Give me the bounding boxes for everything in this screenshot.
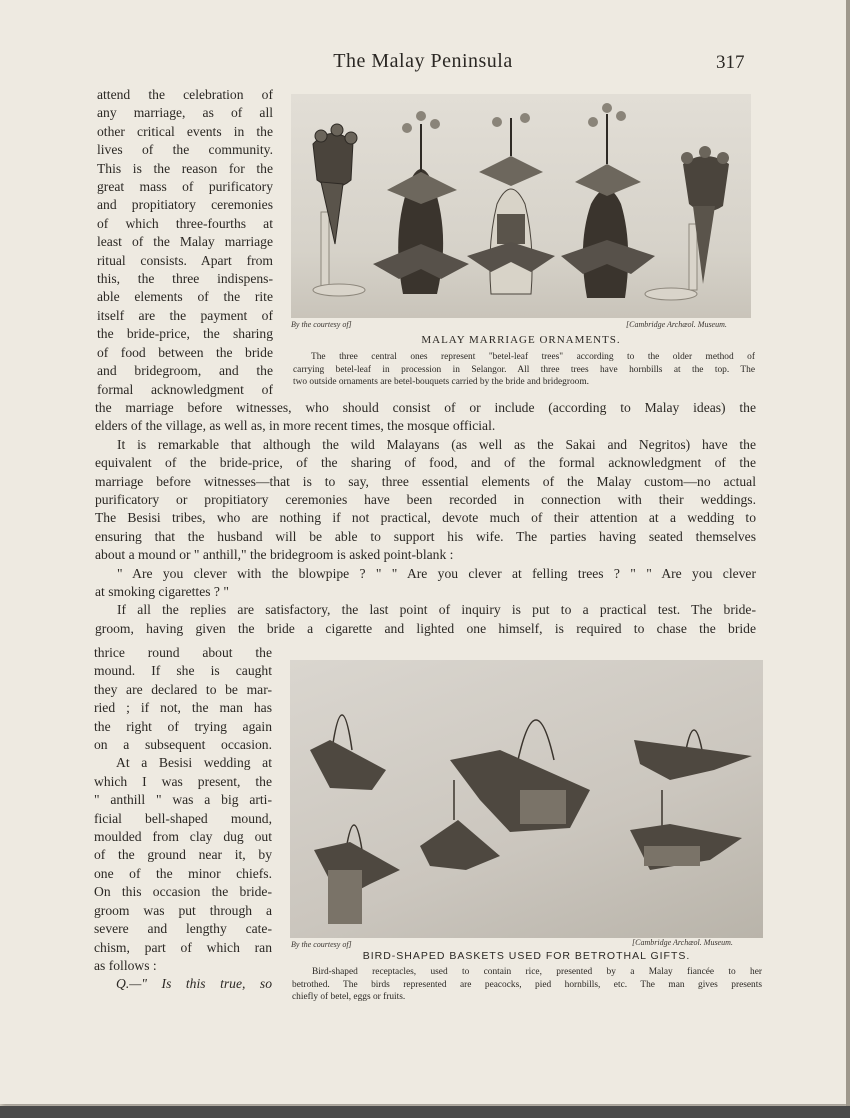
text-line: moulded from clay dug out <box>94 829 272 845</box>
text-line: formal acknowledgment of <box>97 381 273 397</box>
text-line: and propitiatory ceremonies <box>97 197 273 213</box>
left-column-bottom-text <box>94 644 272 994</box>
figure2-caption <box>292 966 762 1004</box>
text-line: marriage before witnesses—that is to say, three essential elements of the Malay custom—no actual <box>95 473 756 489</box>
text-line: It is remarkable that although the wild Malayans (as well as the Sakai and Negritos) have the <box>117 436 756 452</box>
text-line: Q.—" Is this true, so <box>116 976 272 992</box>
text-line: one of the minor chiefs. <box>94 865 272 881</box>
text-line: of which three-fourths at <box>97 215 273 231</box>
text-line: ensuring that the husband will be able to support his wife. The parties having seated themselves <box>95 528 756 544</box>
text-line: and bridegroom, and the <box>97 363 273 379</box>
bird-baskets-illustration <box>290 660 763 938</box>
scanner-bottom-edge <box>0 1106 850 1118</box>
text-line: ried ; if not, the man has <box>94 700 272 716</box>
text-line: lives of the community. <box>97 142 273 158</box>
text-line: groom, having given the bride a cigarette and lighted one himself, is required to chase the bride <box>95 620 756 636</box>
caption-line: carrying betel-leaf in procession in Selangor. All three trees have hornbills at the top. The <box>293 364 755 375</box>
text-line: thrice round about the <box>94 645 272 660</box>
text-line: " Are you clever with the blowpipe ? " " Are you clever at felling trees ? " " Are you clever <box>117 565 756 581</box>
page-edge-shadow <box>846 0 850 1106</box>
text-line: On this occasion the bride- <box>94 884 272 900</box>
page-number: 317 <box>716 52 745 73</box>
figure2-title: BIRD-SHAPED BASKETS USED FOR BETROTHAL GIFTS. <box>362 950 691 962</box>
text-line: of food between the bride <box>97 344 273 360</box>
text-line: which I was present, the <box>94 773 272 789</box>
text-line: mound. If she is caught <box>94 663 272 679</box>
text-line: at smoking cigarettes ? " <box>95 584 229 600</box>
text-line: purificatory or propitiatory ceremonies have been recorded in connection with their weddings. <box>95 492 756 508</box>
figure1-caption <box>293 351 755 389</box>
photo-bird-shaped-baskets <box>290 660 763 938</box>
text-line: The Besisi tribes, who are nothing if not practical, devote much of their attention at a wedding to <box>95 510 756 526</box>
text-line: At a Besisi wedding at <box>116 755 272 771</box>
running-header-title: The Malay Peninsula <box>333 50 513 72</box>
text-line: about a mound or " anthill," the bridegroom is asked point-blank : <box>95 547 454 563</box>
caption-line: Bird-shaped receptacles, used to contain rice, presented by a Malay fiancée to her <box>312 967 762 977</box>
figure1-credit-left: By the courtesy of] <box>291 320 352 329</box>
text-line: elders of the village, as well as, in more recent times, the mosque official. <box>95 418 496 434</box>
text-line: the bride-price, the sharing <box>97 326 273 342</box>
text-line: ficial bell-shaped mound, <box>94 810 272 826</box>
caption-line: two outside ornaments are betel-bouquets carried by the bride and bridegroom. <box>293 377 589 388</box>
text-line: equivalent of the bride-price, of the sharing of food, and of the formal acknowledgment of the <box>95 455 756 471</box>
text-line: of the ground near it, by <box>94 847 272 863</box>
text-line: on a subsequent occasion. <box>94 737 272 753</box>
left-column-top-text <box>97 86 273 399</box>
text-line: ritual consists. Apart from <box>97 252 273 268</box>
figure2-credit-right: [Cambridge Archæol. Museum. <box>632 938 733 947</box>
figure2-credit-left: By the courtesy of] <box>291 940 352 949</box>
text-line: able elements of the rite <box>97 289 273 305</box>
text-line: they are declared to be mar- <box>94 681 272 697</box>
figure1-credit-right: [Cambridge Archæol. Museum. <box>626 320 727 329</box>
text-line: as follows : <box>94 957 157 973</box>
photo-marriage-ornaments <box>291 94 751 318</box>
caption-line: The three central ones represent "betel-leaf trees" according to the older method of <box>311 352 755 362</box>
text-line: any marriage, as of all <box>97 105 273 121</box>
text-line: attend the celebration of <box>97 87 273 102</box>
text-line: severe and lengthy cate- <box>94 921 272 937</box>
text-line: great mass of purificatory <box>97 179 273 195</box>
text-line: This is the reason for the <box>97 160 273 176</box>
text-line: least of the Malay marriage <box>97 234 273 250</box>
text-line: this, the three indispens- <box>97 271 273 287</box>
text-line: itself are the payment of <box>97 307 273 323</box>
text-line: other critical events in the <box>97 123 273 139</box>
caption-line: chiefly of betel, eggs or fruits. <box>292 992 406 1003</box>
text-line: the right of trying again <box>94 718 272 734</box>
text-line: " anthill " was a big arti- <box>94 792 272 808</box>
figure1-title: MALAY MARRIAGE ORNAMENTS. <box>421 334 621 346</box>
text-line: groom was put through a <box>94 902 272 918</box>
full-width-text <box>95 399 756 638</box>
text-line: the marriage before witnesses, who should consist of or include (according to Malay ideas) the <box>95 400 756 415</box>
text-line: chism, part of which ran <box>94 939 272 955</box>
caption-line: betrothed. The birds represented are peacocks, pied hornbills, etc. The man gives presents <box>292 979 762 990</box>
text-line: If all the replies are satisfactory, the last point of inquiry is put to a practical test. The bride- <box>117 602 756 618</box>
marriage-ornaments-illustration <box>291 94 751 318</box>
